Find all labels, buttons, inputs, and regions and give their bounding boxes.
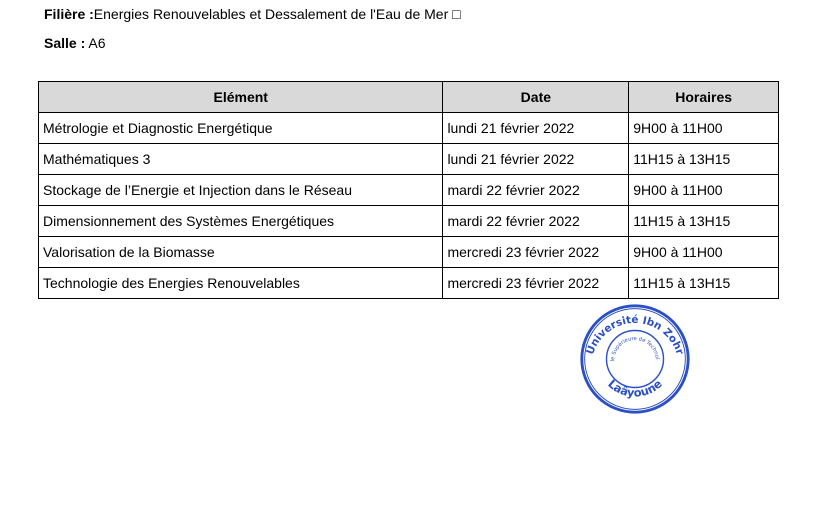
cell-element: Stockage de l’Energie et Injection dans le Réseau (39, 175, 443, 206)
cell-horaires: 9H00 à 11H00 (629, 113, 779, 144)
cell-horaires: 11H15 à 13H15 (629, 144, 779, 175)
cell-date: mercredi 23 février 2022 (443, 268, 629, 299)
cell-date: mardi 22 février 2022 (443, 206, 629, 237)
cell-date: lundi 21 février 2022 (443, 144, 629, 175)
column-header-horaires: Horaires (629, 82, 779, 113)
cell-element: Valorisation de la Biomasse (39, 237, 443, 268)
cell-horaires: 11H15 à 13H15 (629, 268, 779, 299)
cell-date: mardi 22 février 2022 (443, 175, 629, 206)
table-row (39, 268, 779, 299)
cell-element: Technologie des Energies Renouvelables (39, 268, 443, 299)
table-row (39, 144, 779, 175)
stamp-outer-text: Université Ibn Zohr (584, 313, 686, 357)
cell-element: Métrologie et Diagnostic Energétique (39, 113, 443, 144)
filiere-value: Energies Renouvelables et Dessalement de l'Eau de Mer □ (93, 6, 461, 22)
table-row (39, 206, 779, 237)
exam-schedule-table (38, 81, 779, 299)
cell-date: lundi 21 février 2022 (443, 113, 629, 144)
stamp-inner-text: le Supérieure de Technol (610, 335, 660, 362)
filiere-label: Filière : (44, 6, 94, 22)
salle-line (44, 35, 106, 51)
column-header-element: Elément (39, 82, 443, 113)
cell-horaires: 11H15 à 13H15 (629, 206, 779, 237)
table-row (39, 113, 779, 144)
cell-horaires: 9H00 à 11H00 (629, 237, 779, 268)
table-row (39, 237, 779, 268)
cell-date: mercredi 23 février 2022 (443, 237, 629, 268)
cell-horaires: 9H00 à 11H00 (629, 175, 779, 206)
cell-element: Mathématiques 3 (39, 144, 443, 175)
column-header-date: Date (443, 82, 629, 113)
table-header-row (39, 82, 779, 113)
university-stamp (578, 302, 692, 416)
filiere-line (44, 6, 461, 22)
stamp-bottom-text: Laâyoune (605, 376, 665, 400)
salle-label: Salle : (44, 35, 86, 51)
table-row (39, 175, 779, 206)
salle-value: A6 (85, 35, 106, 51)
cell-element: Dimensionnement des Systèmes Energétiques (39, 206, 443, 237)
